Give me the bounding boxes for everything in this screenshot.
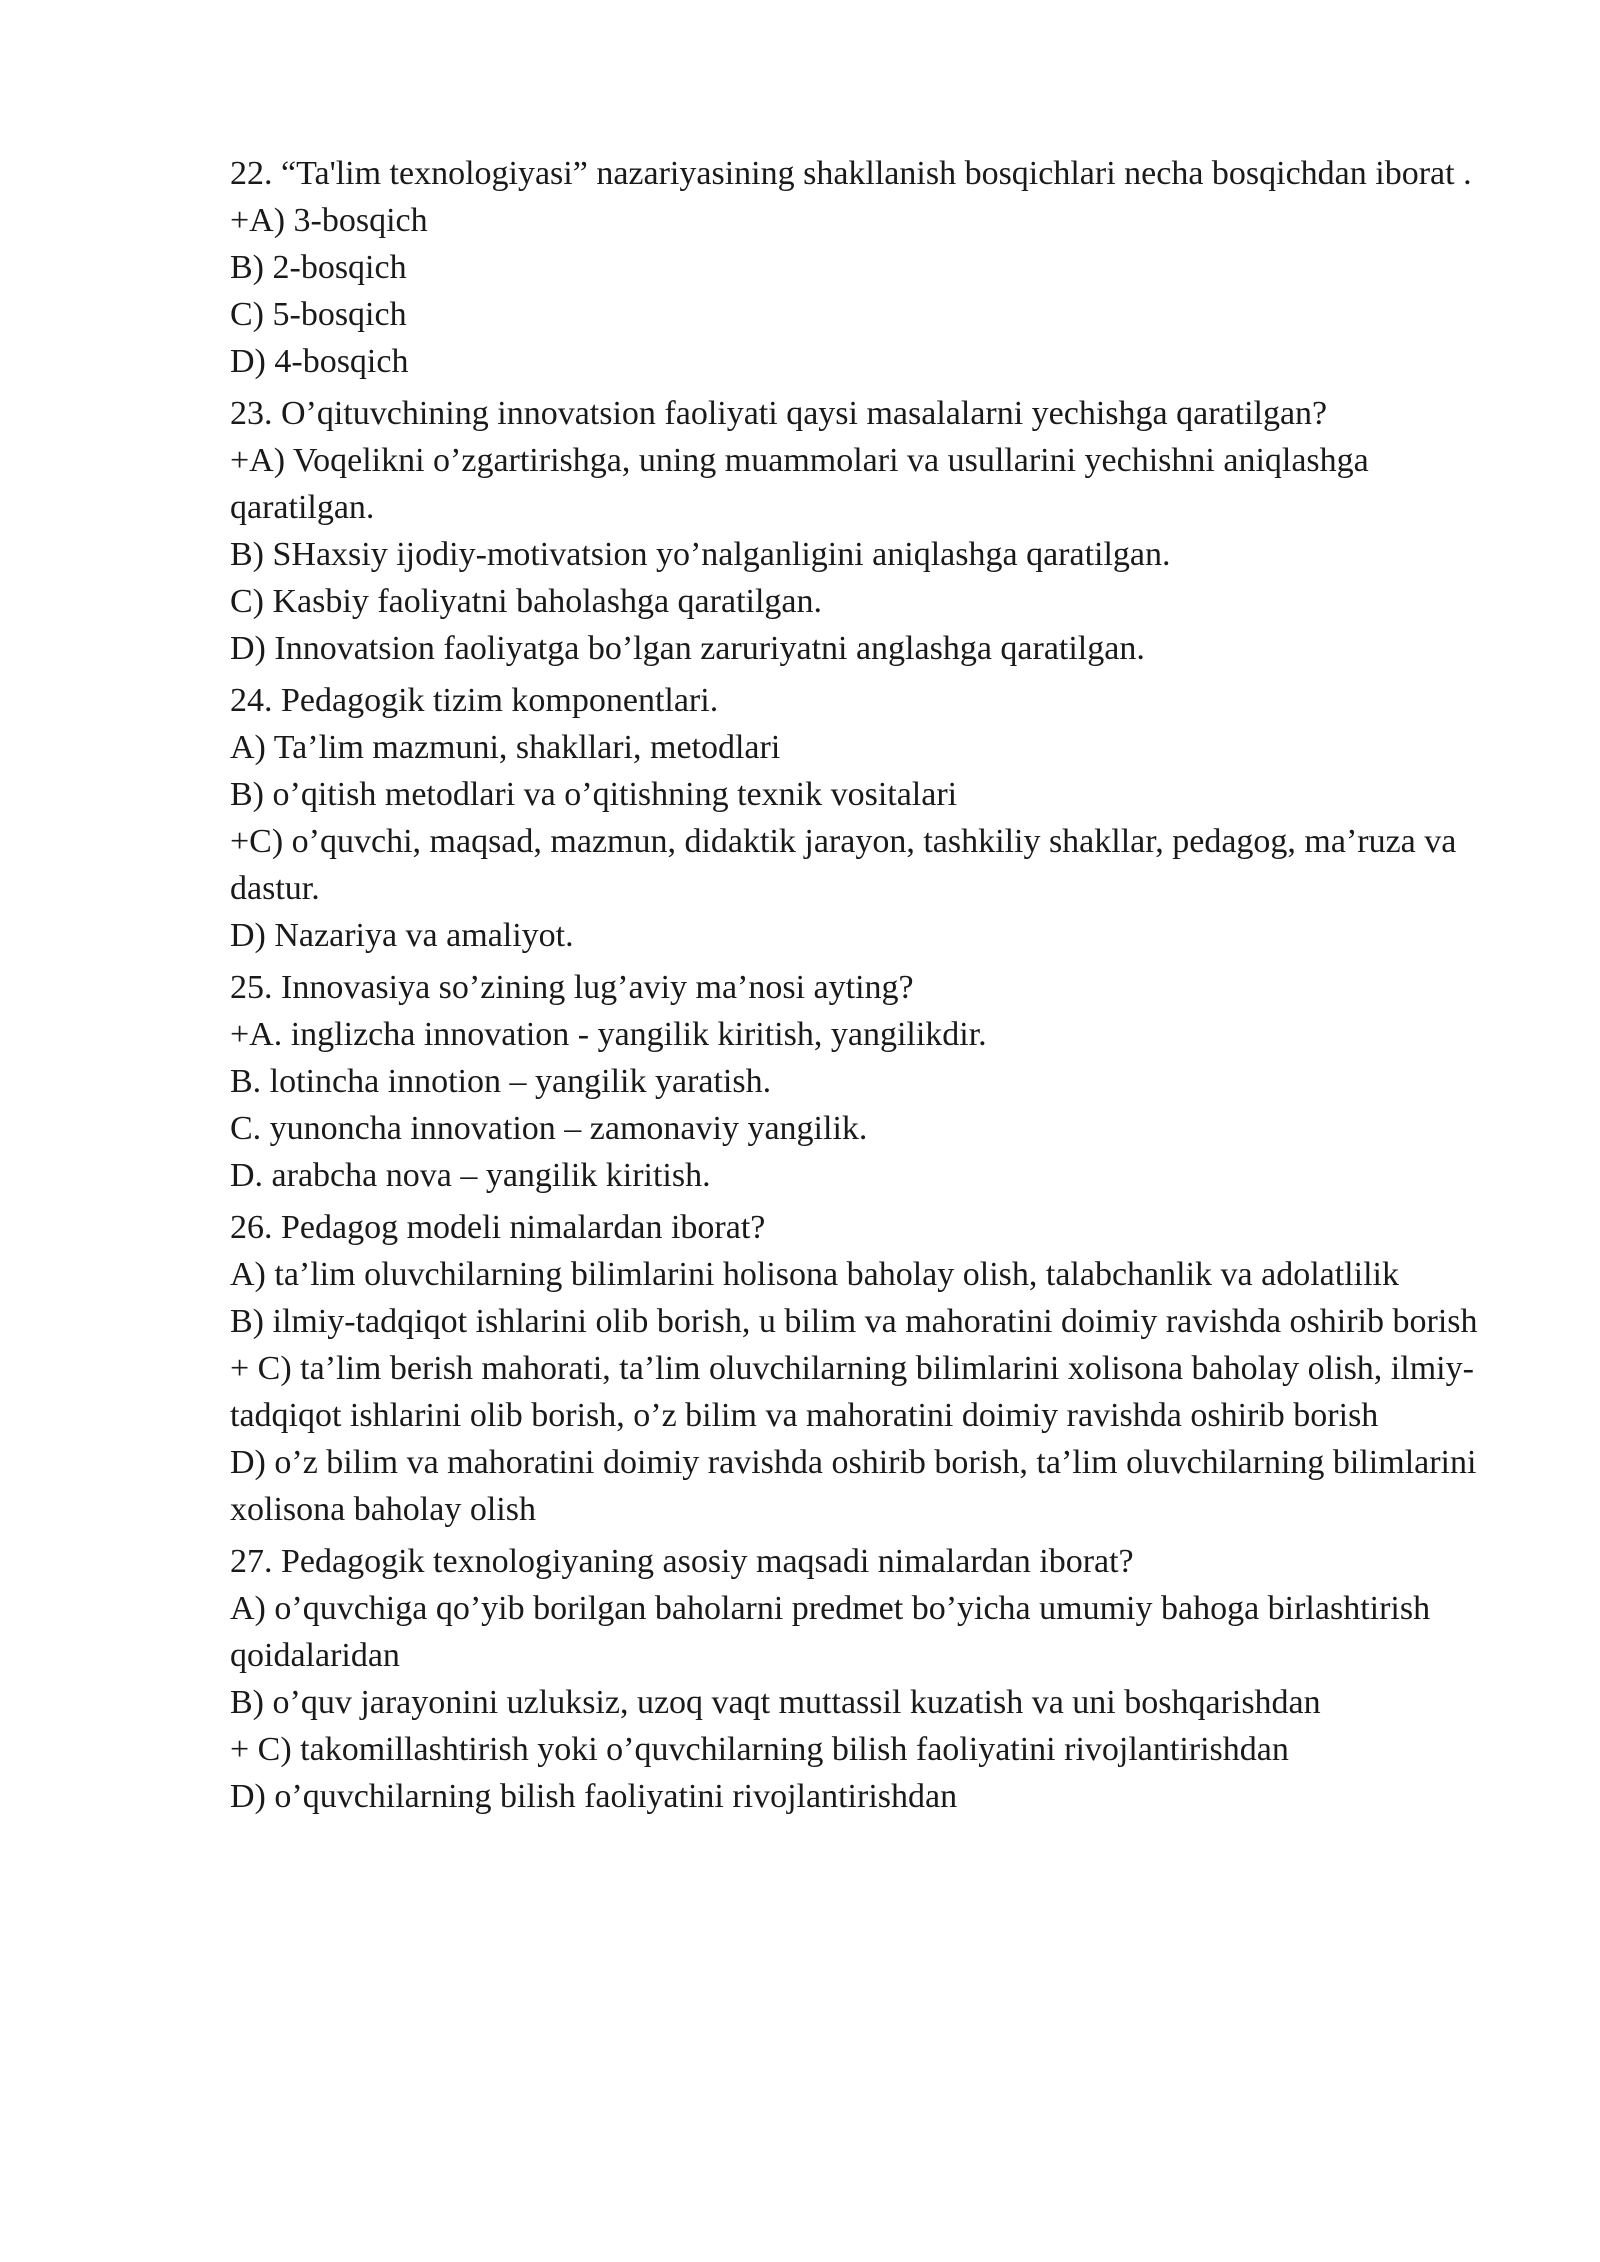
test-questions-list <box>230 150 1490 1825</box>
answer-option: + C) takomillashtirish yoki o’quvchilarning bilish faoliyatini rivojlantirishdan <box>230 1731 1289 1768</box>
answer-option: B) 2-bosqich <box>230 249 407 286</box>
answer-option: D) Innovatsion faoliyatga bo’lgan zaruriyatni anglashga qaratilgan. <box>230 630 1145 667</box>
question-25 <box>230 964 1490 1199</box>
answer-option: D) 4-bosqich <box>230 343 409 380</box>
question-22 <box>230 150 1490 385</box>
answer-option: B) o’quv jarayonini uzluksiz, uzoq vaqt muttassil kuzatish va uni boshqarishdan <box>230 1684 1321 1721</box>
answer-option: +A) 3-bosqich <box>230 202 428 239</box>
answer-option: B) SHaxsiy ijodiy-motivatsion yo’nalganligini aniqlashga qaratilgan. <box>230 536 1171 573</box>
answer-option: B. lotincha innotion – yangilik yaratish. <box>230 1063 772 1100</box>
answer-option: D) o’z bilim va mahoratini doimiy ravishda oshirib borish, ta’lim oluvchilarning bilimlarini xolisona baholay olish <box>230 1444 1477 1528</box>
question-26 <box>230 1204 1490 1533</box>
question-23 <box>230 390 1490 672</box>
answer-option: A) Ta’lim mazmuni, shakllari, metodlari <box>230 729 781 766</box>
question-text: 27. Pedagogik texnologiyaning asosiy maqsadi nimalardan iborat? <box>230 1543 1134 1580</box>
answer-option: C) 5-bosqich <box>230 296 407 333</box>
answer-option: C) Kasbiy faoliyatni baholashga qaratilgan. <box>230 583 822 620</box>
answer-option: B) o’qitish metodlari va o’qitishning texnik vositalari <box>230 776 958 813</box>
answer-option: D. arabcha nova – yangilik kiritish. <box>230 1157 711 1194</box>
question-text: 24. Pedagogik tizim komponentlari. <box>230 682 719 719</box>
answer-option: A) ta’lim oluvchilarning bilimlarini holisona baholay olish, talabchanlik va adolatlilik <box>230 1256 1399 1293</box>
answer-option: D) Nazariya va amaliyot. <box>230 917 574 954</box>
answer-option: B) ilmiy-tadqiqot ishlarini olib borish, u bilim va mahoratini doimiy ravishda oshirib borish <box>230 1303 1478 1340</box>
question-24 <box>230 677 1490 959</box>
question-text: 22. “Ta'lim texnologiyasi” nazariyasining shakllanish bosqichlari necha bosqichdan iborat . <box>230 155 1472 192</box>
answer-option: C. yunoncha innovation – zamonaviy yangilik. <box>230 1110 868 1147</box>
answer-option: + C) ta’lim berish mahorati, ta’lim oluvchilarning bilimlarini xolisona baholay olish, ilmiy-tadqiqot ishlarini olib borish, o’z bilim va mahoratini doimiy ravishda oshirib borish <box>230 1350 1474 1434</box>
answer-option: A) o’quvchiga qo’yib borilgan baholarni predmet bo’yicha umumiy bahoga birlashtirish qoidalaridan <box>230 1590 1431 1674</box>
question-27 <box>230 1538 1490 1820</box>
answer-option: +A) Voqelikni o’zgartirishga, uning muammolari va usullarini yechishni aniqlashga qaratilgan. <box>230 442 1369 526</box>
answer-option: +A. inglizcha innovation - yangilik kiritish, yangilikdir. <box>230 1016 987 1053</box>
question-text: 25. Innovasiya so’zining lug’aviy ma’nosi ayting? <box>230 969 914 1006</box>
answer-option: D) o’quvchilarning bilish faoliyatini rivojlantirishdan <box>230 1778 958 1815</box>
question-text: 23. O’qituvchining innovatsion faoliyati qaysi masalalarni yechishga qaratilgan? <box>230 395 1328 432</box>
answer-option: +C) o’quvchi, maqsad, mazmun, didaktik jarayon, tashkiliy shakllar, pedagog, ma’ruza va dastur. <box>230 823 1457 907</box>
question-text: 26. Pedagog modeli nimalardan iborat? <box>230 1209 766 1246</box>
